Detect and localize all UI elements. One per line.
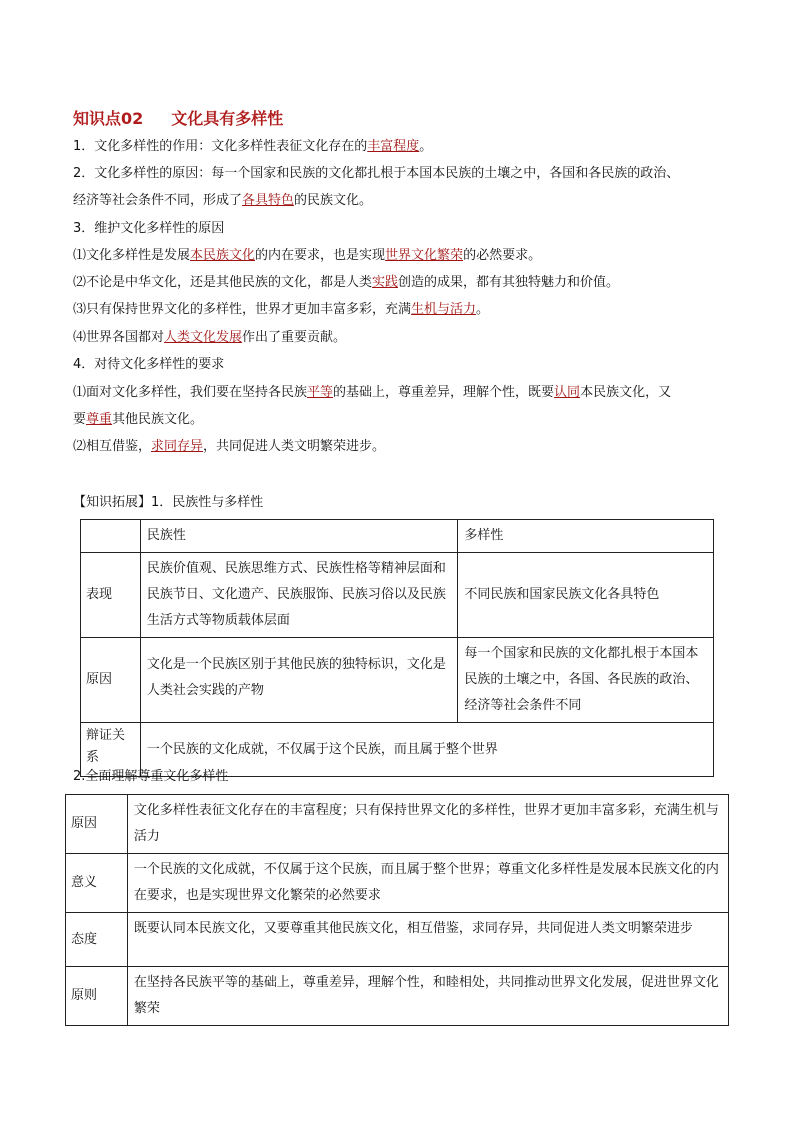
respect-diversity-table bbox=[65, 794, 729, 1026]
table-cell: 一个民族的文化成就，不仅属于这个民族，而且属于整个世界 bbox=[140, 723, 713, 777]
item-3-3: ⑶只有保持世界文化的多样性，世界才更加丰富多彩，充满生机与活力。 bbox=[73, 302, 490, 317]
keyword-underlined: 认同 bbox=[554, 385, 581, 400]
item-3-1: ⑴文化多样性是发展本民族文化的内在要求，也是实现世界文化繁荣的必然要求。 bbox=[73, 248, 542, 263]
item-4-1-line-2: 要尊重其他民族文化。 bbox=[73, 412, 204, 427]
item-2-line-1: 2．文化多样性的原因：每一个国家和民族的文化都扎根于本国本民族的土壤之中，各国和各民族的政治、 bbox=[73, 166, 680, 181]
table-cell: 在坚持各民族平等的基础上，尊重差异，理解个性，和睦相处，共同推动世界文化发展，促进世界文化繁荣 bbox=[127, 967, 728, 1026]
table-row bbox=[81, 638, 714, 723]
keyword-underlined: 平等 bbox=[307, 385, 334, 400]
keyword-underlined: 实践 bbox=[372, 275, 399, 290]
heading-number: 知识点02 bbox=[73, 109, 144, 128]
row-label: 辩证关系 bbox=[81, 723, 141, 777]
table-cell: 民族价值观、民族思维方式、民族性格等精神层面和民族节日、文化遗产、民族服饰、民族习俗以及民族生活方式等物质载体层面 bbox=[140, 553, 457, 638]
keyword-underlined: 生机与活力 bbox=[411, 302, 477, 317]
table-cell: 一个民族的文化成就，不仅属于这个民族，而且属于整个世界；尊重文化多样性是发展本民族文化的内在要求，也是实现世界文化繁荣的必然要求 bbox=[127, 854, 728, 913]
keyword-underlined: 世界文化繁荣 bbox=[385, 248, 464, 263]
extension-title: 【知识拓展】1．民族性与多样性 bbox=[73, 495, 264, 510]
keyword-underlined: 各具特色 bbox=[242, 193, 295, 208]
table-row bbox=[81, 553, 714, 638]
item-3: 3．维护文化多样性的原因 bbox=[73, 221, 225, 236]
item-4-2: ⑵相互借鉴，求同存异，共同促进人类文明繁荣进步。 bbox=[73, 439, 386, 454]
table-row bbox=[66, 854, 729, 913]
table-corner-cell bbox=[81, 520, 141, 553]
row-label: 意义 bbox=[66, 854, 128, 913]
table-row bbox=[66, 795, 729, 854]
row-label: 原因 bbox=[66, 795, 128, 854]
keyword-underlined: 尊重 bbox=[86, 412, 113, 427]
keyword-underlined: 丰富程度 bbox=[367, 139, 420, 154]
table-header: 民族性 bbox=[140, 520, 457, 553]
section-2-title: 2.全面理解尊重文化多样性 bbox=[73, 769, 229, 784]
ethnicity-diversity-table bbox=[80, 519, 714, 777]
table-row bbox=[66, 967, 729, 1026]
row-label: 表现 bbox=[81, 553, 141, 638]
keyword-underlined: 人类文化发展 bbox=[164, 330, 243, 345]
table-row bbox=[66, 913, 729, 967]
row-label: 原因 bbox=[81, 638, 141, 723]
table-cell: 每一个国家和民族的文化都扎根于本国本民族的土壤之中，各国、各民族的政治、经济等社会条件不同 bbox=[458, 638, 714, 723]
item-3-2: ⑵不论是中华文化，还是其他民族的文化，都是人类实践创造的成果，都有其独特魅力和价值。 bbox=[73, 275, 620, 290]
row-label: 态度 bbox=[66, 913, 128, 967]
keyword-underlined: 求同存异 bbox=[151, 439, 204, 454]
item-2-line-2: 经济等社会条件不同，形成了各具特色的民族文化。 bbox=[73, 193, 373, 208]
table-cell: 文化是一个民族区别于其他民族的独特标识，文化是人类社会实践的产物 bbox=[140, 638, 457, 723]
section-heading bbox=[73, 106, 283, 129]
table-cell: 既要认同本民族文化，又要尊重其他民族文化，相互借鉴，求同存异，共同促进人类文明繁荣进步 bbox=[127, 913, 728, 967]
table-cell: 不同民族和国家民族文化各具特色 bbox=[458, 553, 714, 638]
table-header: 多样性 bbox=[458, 520, 714, 553]
heading-title: 文化具有多样性 bbox=[171, 109, 284, 128]
item-4: 4．对待文化多样性的要求 bbox=[73, 357, 225, 372]
keyword-underlined: 本民族文化 bbox=[190, 248, 256, 263]
item-4-1-line-1: ⑴面对文化多样性，我们要在坚持各民族平等的基础上，尊重差异，理解个性，既要认同本民族文化，又 bbox=[73, 385, 672, 400]
item-1: 1．文化多样性的作用：文化多样性表征文化存在的丰富程度。 bbox=[73, 139, 433, 154]
row-label: 原则 bbox=[66, 967, 128, 1026]
item-3-4: ⑷世界各国都对人类文化发展作出了重要贡献。 bbox=[73, 330, 347, 345]
table-header-row bbox=[81, 520, 714, 553]
table-cell: 文化多样性表征文化存在的丰富程度；只有保持世界文化的多样性，世界才更加丰富多彩，充满生机与活力 bbox=[127, 795, 728, 854]
